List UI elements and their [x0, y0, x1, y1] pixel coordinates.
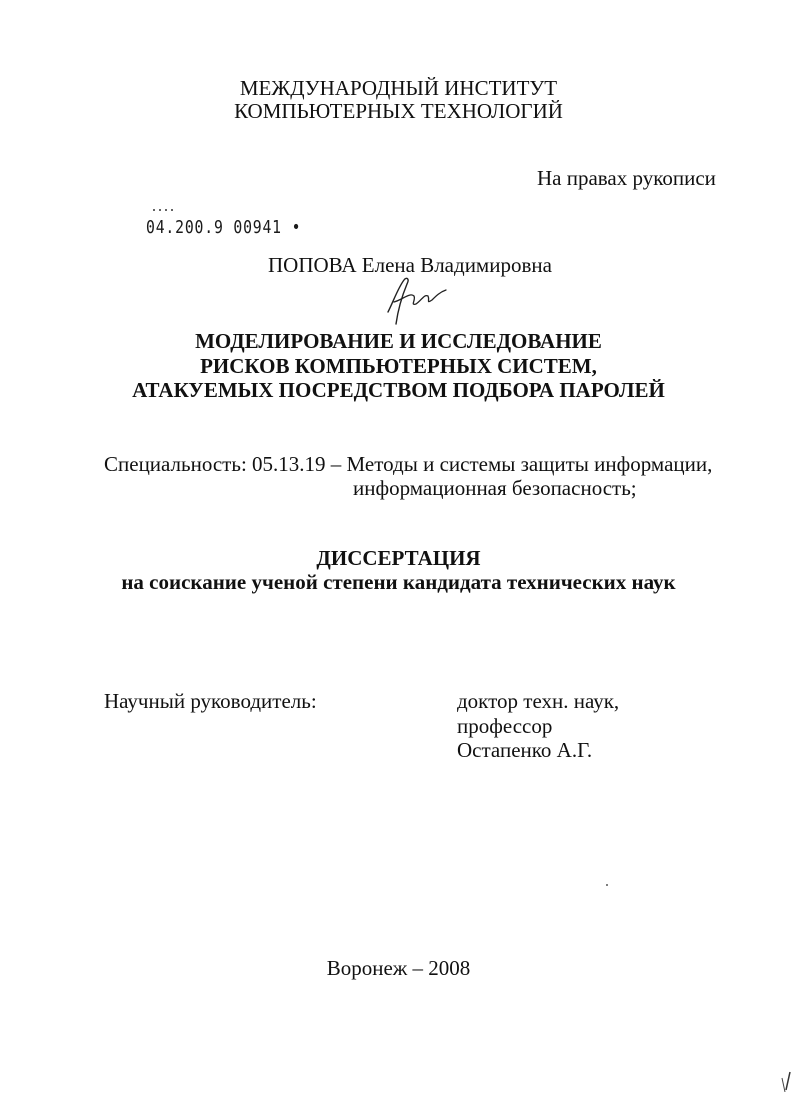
institute-name-line1: МЕЖДУНАРОДНЫЙ ИНСТИТУТ: [239, 76, 558, 100]
dissertation-subheading: на соискание ученой степени кандидата технических наук: [121, 570, 676, 594]
manuscript-note: На правах рукописи: [537, 166, 716, 190]
scan-corner-mark: [776, 1070, 794, 1092]
author-name: ПОПОВА Елена Владимировна: [268, 253, 552, 277]
title-line1: МОДЕЛИРОВАНИЕ И ИССЛЕДОВАНИЕ: [195, 329, 602, 353]
city-year: Воронеж – 2008: [326, 956, 471, 980]
archive-stamp-number: [146, 217, 301, 238]
author-signature-icon: [380, 270, 450, 330]
supervisor-name: Остапенко А.Г.: [457, 738, 593, 762]
supervisor-label: Научный руководитель:: [104, 689, 317, 713]
supervisor-degree: доктор техн. наук,: [457, 689, 620, 713]
title-line2: РИСКОВ КОМПЬЮТЕРНЫХ СИСТЕМ,: [200, 354, 597, 378]
scan-speck: [606, 884, 608, 886]
stamp-number-text: 04.200.9 00941: [146, 217, 282, 238]
institute-name-line2: КОМПЬЮТЕРНЫХ ТЕХНОЛОГИЙ: [234, 99, 563, 123]
title-line3: АТАКУЕМЫХ ПОСРЕДСТВОМ ПОДБОРА ПАРОЛЕЙ: [132, 378, 665, 402]
specialty-line2: информационная безопасность;: [353, 476, 637, 500]
stamp-trailing-mark: •: [281, 217, 302, 238]
dissertation-heading: ДИССЕРТАЦИЯ: [316, 546, 481, 570]
specialty-line1: Специальность: 05.13.19 – Методы и системы защиты информации,: [104, 452, 713, 476]
supervisor-rank: профессор: [457, 714, 553, 738]
stamp-dots-icon: [151, 208, 175, 212]
